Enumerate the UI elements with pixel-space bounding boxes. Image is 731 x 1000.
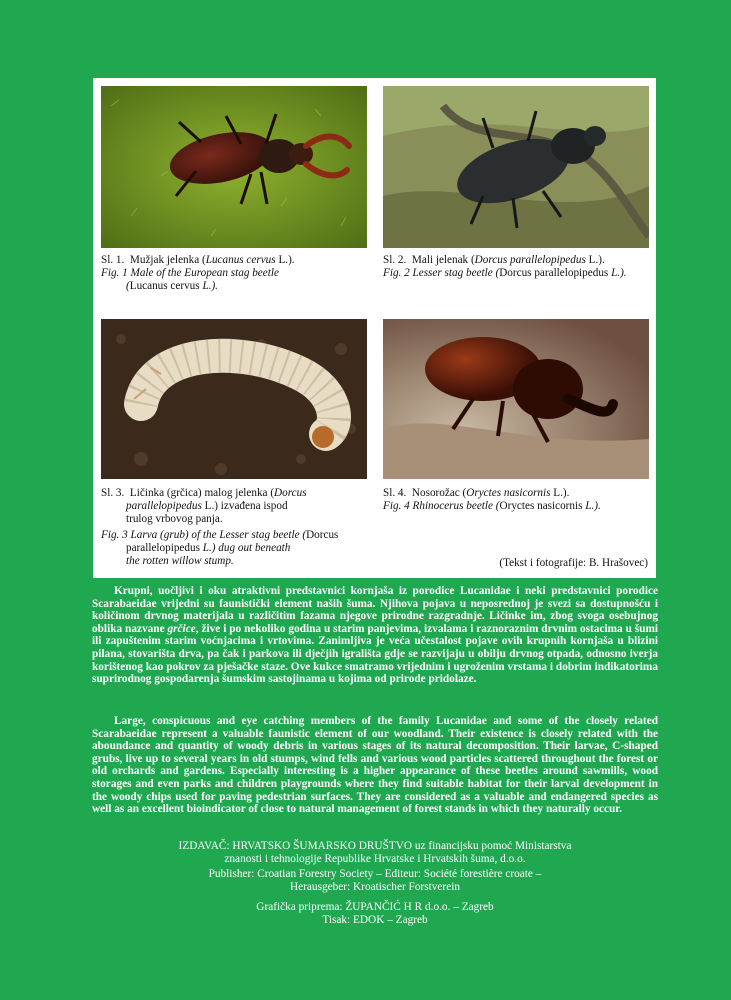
- caption-hr: Sl. 2. Mali jelenak (Dorcus parallelopipedus L.).: [383, 254, 605, 266]
- caption-fig-4: [383, 487, 653, 513]
- publisher-multi-line1: Publisher: Croatian Forestry Society – Editeur: Société forestière croate –: [208, 868, 542, 880]
- caption-hr: Sl. 1. Mužjak jelenka (Lucanus cervus L.).: [101, 254, 295, 266]
- publisher-hr-line2: znanosti i tehnologije Republike Hrvatske i Hrvatskih šuma, d.o.o.: [224, 853, 526, 865]
- publisher-multi-line2: Herausgeber: Kroatischer Forstverein: [289, 881, 461, 893]
- caption-en: Fig. 2 Lesser stag beetle (Dorcus parallelopipedus L.).: [383, 267, 627, 279]
- photo-credit: (Tekst i fotografije: B. Hrašovec): [499, 557, 648, 569]
- caption-en-line2: parallelopipedus L.) dug out beneath: [126, 542, 291, 554]
- croatian-paragraph: Krupni, uočljivi i oku atraktivni predstavnici kornjaša iz porodice Lucanidae i neki predstavnici porodice Scarabaeidae vrijedni su faunistički element naših šuma. Njihova pojava u neposrednoj je svezi sa dostupnošću i količinom drvnog materijala u različitim fazama njegove prirodne razgradnje. Ličinke im, zbog svoga osebujnog oblika nazvane grčice, žive i po nekoliko godina u starim panjevima, izvalama i raznoraznim drvnim ostacima u šumi ili zapuštenim starim voćnjacima i vrtovima. Zanimljiva je veća učestalost pojave ovih krupnih kornjaša u blizini pilana, stovarišta drva, pa čak i parkova ili dječjih igrališta gdje se razvijaju u obilju drvnog otpada, odnosno iverja korištenog kao pokrov za pješačke staze. Ove kukce smatramo vrijednim i ugroženim vrstama i dobrim indikatorima suprirodnog gospodarenja šumskim sastojinama u kojima od prirode pridolaze.: [92, 585, 658, 686]
- publisher-hr-line1: IZDAVAČ: HRVATSKO ŠUMARSKO DRUŠTVO uz financijsku pomoć Ministarstva: [178, 840, 572, 852]
- caption-fig-2: [383, 254, 653, 280]
- photo-lesser-stag-beetle: [383, 86, 649, 248]
- caption-fig-3: [101, 487, 371, 568]
- photo-larva-grub: [101, 319, 367, 479]
- caption-en: Fig. 4 Rhinocerus beetle (Oryctes nasicornis L.).: [383, 500, 601, 512]
- english-paragraph: Large, conspicuous and eye catching members of the family Lucanidae and some of the closely related Scarabaeidae represent a valuable faunistic element of our woodland. Their existence is closely related with the aboundance and quantity of woody debris in various stages of its natural decomposition. Their larvae, C-shaped grubs, live up to several years in old stumps, wind fells and various wood particles scattered throughout the forest or old orchards and gardens. Especially interesting is a higher appearance of these beetles around sawmills, wood storages and even parks and children playgrounds where they find suitable habitat for their larval development in the woody chips used for paving pedestrian surfaces. They are considered as a valuable and endangered species as well as an excellent bioindicator of close to natural management of forest stands in which they naturally occur.: [92, 715, 658, 816]
- caption-hr-line2: parallelopipedus L.) izvađena ispod: [126, 500, 288, 512]
- prepress-credit: Grafička priprema: ŽUPANČIĆ H R d.o.o. – Zagreb: [256, 901, 494, 913]
- publisher-multilingual: [92, 868, 658, 894]
- caption-en: Fig. 1 Male of the European stag beetle: [101, 267, 279, 279]
- photo-panel: [93, 78, 656, 578]
- photo-male-stag-beetle: [101, 86, 367, 248]
- caption-fig-1: [101, 254, 371, 293]
- print-credit: Tisak: EDOK – Zagreb: [322, 914, 428, 926]
- caption-hr: Sl. 4. Nosorožac (Oryctes nasicornis L.).: [383, 487, 570, 499]
- caption-en-line2: (Lucanus cervus L.).: [126, 280, 218, 292]
- caption-en: Fig. 3 Larva (grub) of the Lesser stag beetle (Dorcus: [101, 529, 339, 541]
- publisher-croatian: [92, 840, 658, 866]
- caption-en-line3: the rotten willow stump.: [126, 555, 234, 567]
- caption-hr: Sl. 3. Ličinka (grčica) malog jelenka (Dorcus: [101, 487, 307, 499]
- photo-rhinoceros-beetle: [383, 319, 649, 479]
- caption-hr-line3: trulog vrbovog panja.: [126, 513, 223, 525]
- print-info: [92, 901, 658, 927]
